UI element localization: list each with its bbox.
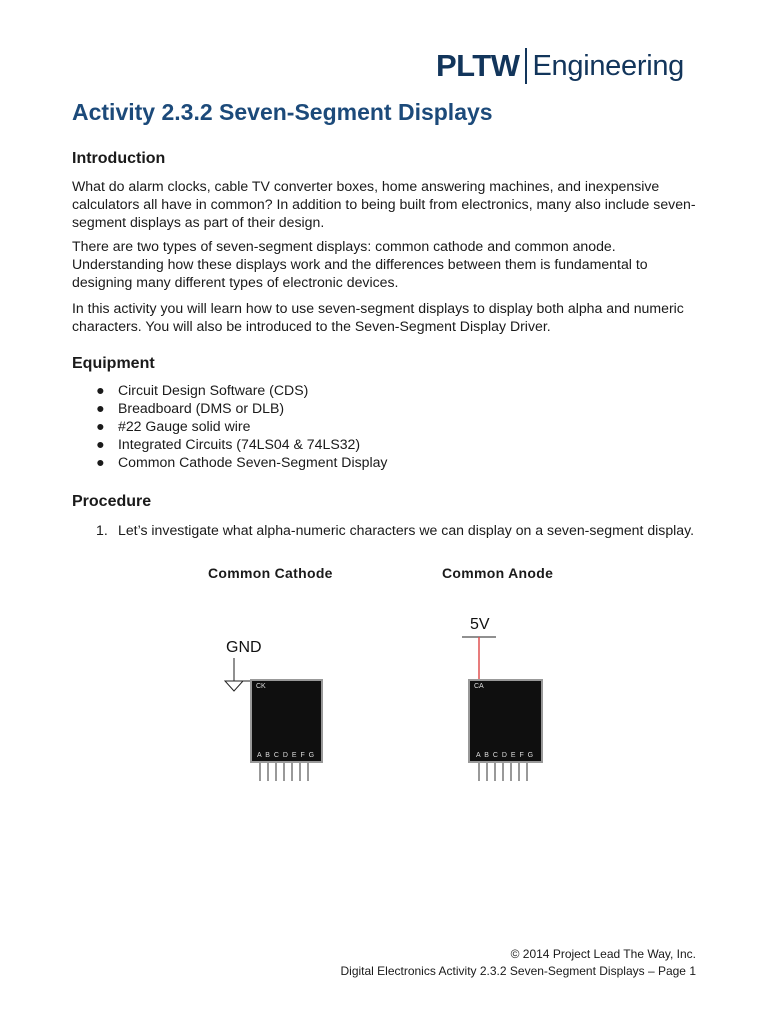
common-anode-label: Common Anode (442, 565, 554, 581)
footer-copyright: © 2014 Project Lead The Way, Inc. (510, 947, 696, 961)
ca-pin-label: CA (474, 683, 484, 690)
anode-segment-labels: A B C D E F G (476, 752, 535, 759)
cathode-segment-labels: A B C D E F G (257, 752, 316, 759)
step-number: 1. (96, 522, 108, 538)
list-item: ● #22 Gauge solid wire (96, 418, 251, 434)
cathode-pins (260, 763, 308, 781)
intro-paragraph-2: There are two types of seven-segment displays: common cathode and common anode. Understanding how these displays work and the differences between them is fundamental to designing many different types of electronic devices. (72, 238, 648, 290)
anode-pins (479, 763, 527, 781)
gnd-label: GND (226, 639, 262, 656)
common-cathode-display (225, 639, 322, 781)
list-item: ● Common Cathode Seven-Segment Display (96, 454, 388, 470)
logo-brand: PLTW (436, 48, 520, 83)
procedure-heading: Procedure (72, 493, 152, 510)
intro-paragraph-1: What do alarm clocks, cable TV converter boxes, home answering machines, and inexpensive calculators all have in common? In addition to being built from electronics, many also include seven-segment displays as part of their design. (72, 178, 696, 230)
introduction-heading: Introduction (72, 150, 166, 167)
list-item: ● Integrated Circuits (74LS04 & 74LS32) (96, 436, 361, 452)
cathode-display-body (251, 680, 322, 762)
step-text: Let’s investigate what alpha-numeric characters we can display on a seven-segment display. (118, 522, 695, 538)
anode-display-body (469, 680, 542, 762)
ground-symbol-icon (225, 681, 243, 691)
list-item: ● Breadboard (DMS or DLB) (96, 400, 285, 416)
logo-section: Engineering (532, 49, 685, 82)
equipment-heading: Equipment (72, 355, 155, 372)
common-anode-display (462, 616, 542, 781)
common-cathode-label: Common Cathode (208, 565, 333, 581)
5v-label: 5V (470, 616, 490, 633)
list-item: ● Circuit Design Software (CDS) (96, 382, 309, 398)
intro-paragraph-3: In this activity you will learn how to use seven-segment displays to display both alpha and numeric characters. You will also be introduced to the Seven-Segment Display Driver. (72, 300, 684, 334)
page-title: Activity 2.3.2 Seven-Segment Displays (72, 99, 493, 125)
ck-pin-label: CK (256, 683, 266, 690)
footer-page-line: Digital Electronics Activity 2.3.2 Seven-Segment Displays – Page 1 (340, 964, 696, 978)
